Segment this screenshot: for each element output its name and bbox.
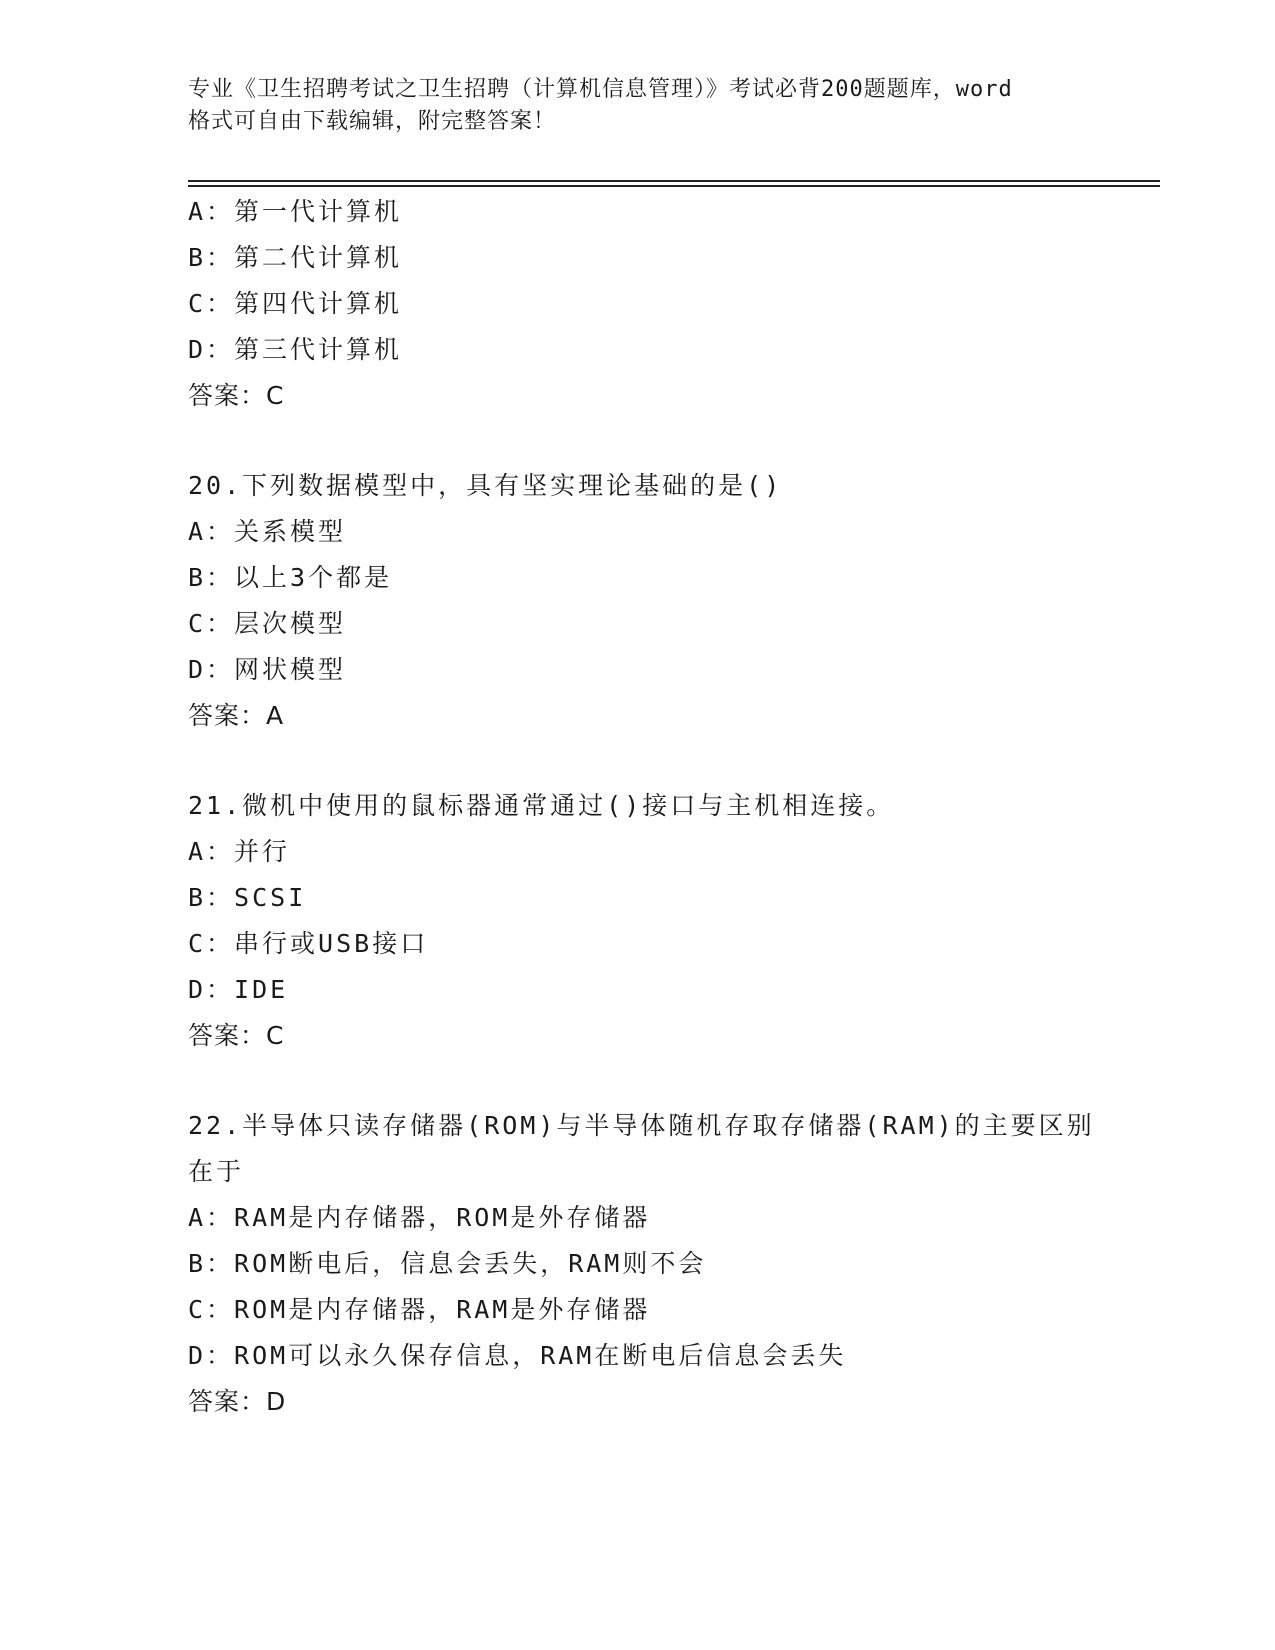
option-a: A：第一代计算机 xyxy=(188,197,403,226)
spacer xyxy=(188,419,1168,463)
option-b: B：以上3个都是 xyxy=(188,563,393,592)
question-list xyxy=(188,189,1168,1425)
spacer xyxy=(188,1059,1168,1103)
answer-line: 答案：A xyxy=(188,701,285,730)
answer-line: 答案：C xyxy=(188,1021,285,1050)
header-line-1: 专业《卫生招聘考试之卫生招聘（计算机信息管理）》考试必背200题题库，word xyxy=(188,77,1013,102)
question-text-line: 20.下列数据模型中，具有坚实理论基础的是() xyxy=(188,471,783,500)
option-a: A：RAM是内存储器，ROM是外存储器 xyxy=(188,1203,651,1232)
option-c: C：ROM是内存储器，RAM是外存储器 xyxy=(188,1295,651,1324)
option-d: D：网状模型 xyxy=(188,655,347,684)
option-c: C：串行或USB接口 xyxy=(188,929,429,958)
question-block-22 xyxy=(188,1103,1168,1425)
question-block-19 xyxy=(188,189,1168,419)
question-block-21 xyxy=(188,783,1168,1059)
header-divider-bottom xyxy=(188,185,1160,187)
spacer xyxy=(188,739,1168,783)
option-b: B：SCSI xyxy=(188,883,307,912)
question-block-20 xyxy=(188,463,1168,739)
option-c: C：第四代计算机 xyxy=(188,289,403,318)
question-text xyxy=(188,1103,1168,1195)
option-a: A：关系模型 xyxy=(188,517,347,546)
answer-line: 答案：D xyxy=(188,1387,287,1416)
question-text xyxy=(188,463,1168,509)
document-header xyxy=(188,74,1088,138)
header-line-2: 格式可自由下载编辑，附完整答案！ xyxy=(188,109,557,134)
question-text-line: 21.微机中使用的鼠标器通常通过()接口与主机相连接。 xyxy=(188,791,895,820)
question-text xyxy=(188,783,1168,829)
option-a: A：并行 xyxy=(188,837,291,866)
question-text-line: 22.半导体只读存储器(ROM)与半导体随机存取存储器(RAM)的主要区别 xyxy=(188,1111,1095,1140)
answer-line: 答案：C xyxy=(188,381,285,410)
option-b: B：ROM断电后，信息会丢失，RAM则不会 xyxy=(188,1249,707,1278)
option-d: D：ROM可以永久保存信息，RAM在断电后信息会丢失 xyxy=(188,1341,847,1370)
option-c: C：层次模型 xyxy=(188,609,347,638)
option-d: D：第三代计算机 xyxy=(188,335,403,364)
option-d: D：IDE xyxy=(188,975,289,1004)
question-text-line: 在于 xyxy=(188,1157,245,1186)
option-b: B：第二代计算机 xyxy=(188,243,403,272)
header-divider-top xyxy=(188,180,1160,182)
